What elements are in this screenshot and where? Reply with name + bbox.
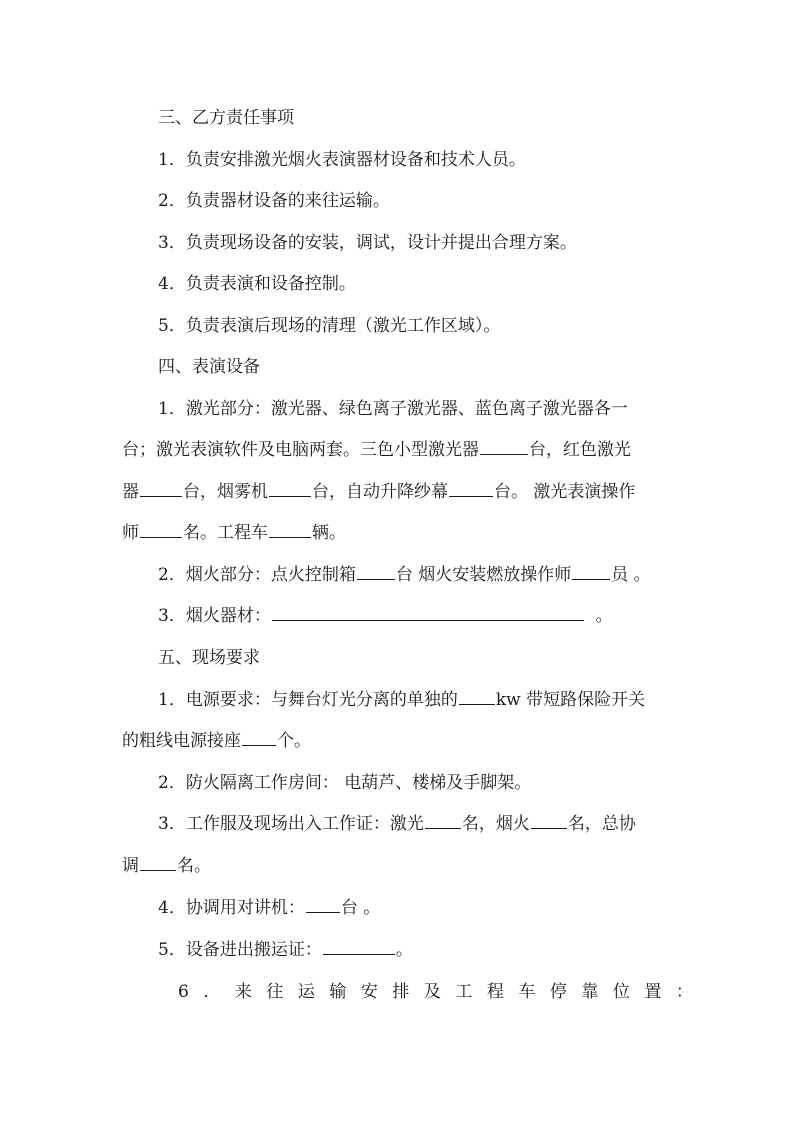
text-segment: 名，总协 [567, 814, 636, 834]
section-5-item-2: 2．防火隔离工作房间： 电葫芦、楼梯及手脚架。 [158, 773, 532, 793]
fill-blank [480, 439, 528, 455]
text-segment: 个。 [277, 731, 311, 751]
fill-blank [269, 522, 311, 538]
text-segment: 师 [122, 523, 139, 543]
section-5-item-4 [158, 897, 718, 919]
text-segment: 器 [122, 482, 139, 502]
text-segment: 。 [395, 940, 413, 960]
fill-blank [140, 481, 182, 497]
text-segment: 台。 激光表演操作 [494, 482, 636, 502]
section-5-item-1-line-2 [122, 730, 682, 752]
text-segment: 3．工作服及现场出入工作证：激光 [158, 814, 424, 834]
section-3-item-3: 3．负责现场设备的安装，调试，设计并提出合理方案。 [158, 233, 577, 253]
section-4-item-2 [158, 564, 718, 586]
section-5-item-3-line-1 [158, 813, 718, 835]
text-segment: kw 带短路保险开关 [495, 690, 646, 710]
fill-blank [323, 939, 395, 955]
text-segment: 3．烟火器材： [158, 606, 271, 626]
text-segment: 辆。 [312, 523, 346, 543]
fill-blank [269, 481, 311, 497]
section-4-item-1-line-3 [122, 481, 682, 503]
text-segment: 名。工程车 [183, 523, 268, 543]
text-segment: 调 [122, 856, 139, 876]
text-segment: 1．电源要求：与舞台灯光分离的单独的 [158, 690, 458, 710]
section-5-item-1-line-1 [158, 689, 718, 711]
section-3-item-4: 4．负责表演和设备控制。 [158, 274, 356, 294]
fill-blank [140, 855, 176, 871]
section-5-item-3-line-2 [122, 855, 682, 877]
fill-blank [459, 689, 495, 705]
text-segment: 台 烟火安装燃放操作师 [395, 565, 572, 585]
section-4-item-1-line-2 [122, 439, 682, 461]
section-5-item-5 [158, 939, 718, 961]
fill-blank [306, 897, 340, 913]
text-segment: 员 。 [611, 565, 651, 585]
section-5-heading: 五、现场要求 [158, 648, 260, 668]
section-3-heading: 三、乙方责任事项 [158, 108, 294, 128]
text-segment: 台；激光表演软件及电脑两套。三色小型激光器 [122, 440, 479, 460]
text-segment: 名，烟火 [461, 814, 530, 834]
section-3-item-1: 1．负责安排激光烟火表演器材设备和技术人员。 [158, 150, 526, 170]
text-segment: 。 [595, 606, 613, 626]
text-segment: 台，红色激光 [529, 440, 631, 460]
section-3-item-2: 2．负责器材设备的来往运输。 [158, 191, 390, 211]
section-4-heading: 四、表演设备 [158, 357, 260, 377]
section-5-item-6: 6．来往运输安排及工程车停靠位置： [178, 982, 708, 1002]
text-segment: 台，自动升降纱幕 [312, 482, 448, 502]
fill-blank [272, 605, 584, 621]
text-segment: 台 。 [340, 898, 381, 918]
text-segment: 4．协调用对讲机： [158, 898, 305, 918]
text-segment: 2．烟火部分：点火控制箱 [158, 565, 356, 585]
text-segment: 名。 [177, 856, 211, 876]
fill-blank [572, 564, 610, 580]
fill-blank [357, 564, 395, 580]
fill-blank [425, 813, 461, 829]
section-4-item-1-line-1: 1．激光部分：激光器、绿色离子激光器、蓝色离子激光器各一 [158, 399, 628, 419]
section-3-item-5: 5．负责表演后现场的清理（激光工作区域）。 [158, 316, 501, 336]
fill-blank [449, 481, 493, 497]
fill-blank [531, 813, 567, 829]
fill-blank [242, 730, 276, 746]
text-segment: 5．设备进出搬运证： [158, 940, 322, 960]
section-4-item-1-line-4 [122, 522, 682, 544]
section-4-item-3 [158, 605, 718, 627]
fill-blank [140, 522, 182, 538]
text-segment: 的粗线电源接座 [122, 731, 241, 751]
text-segment: 台，烟雾机 [183, 482, 268, 502]
